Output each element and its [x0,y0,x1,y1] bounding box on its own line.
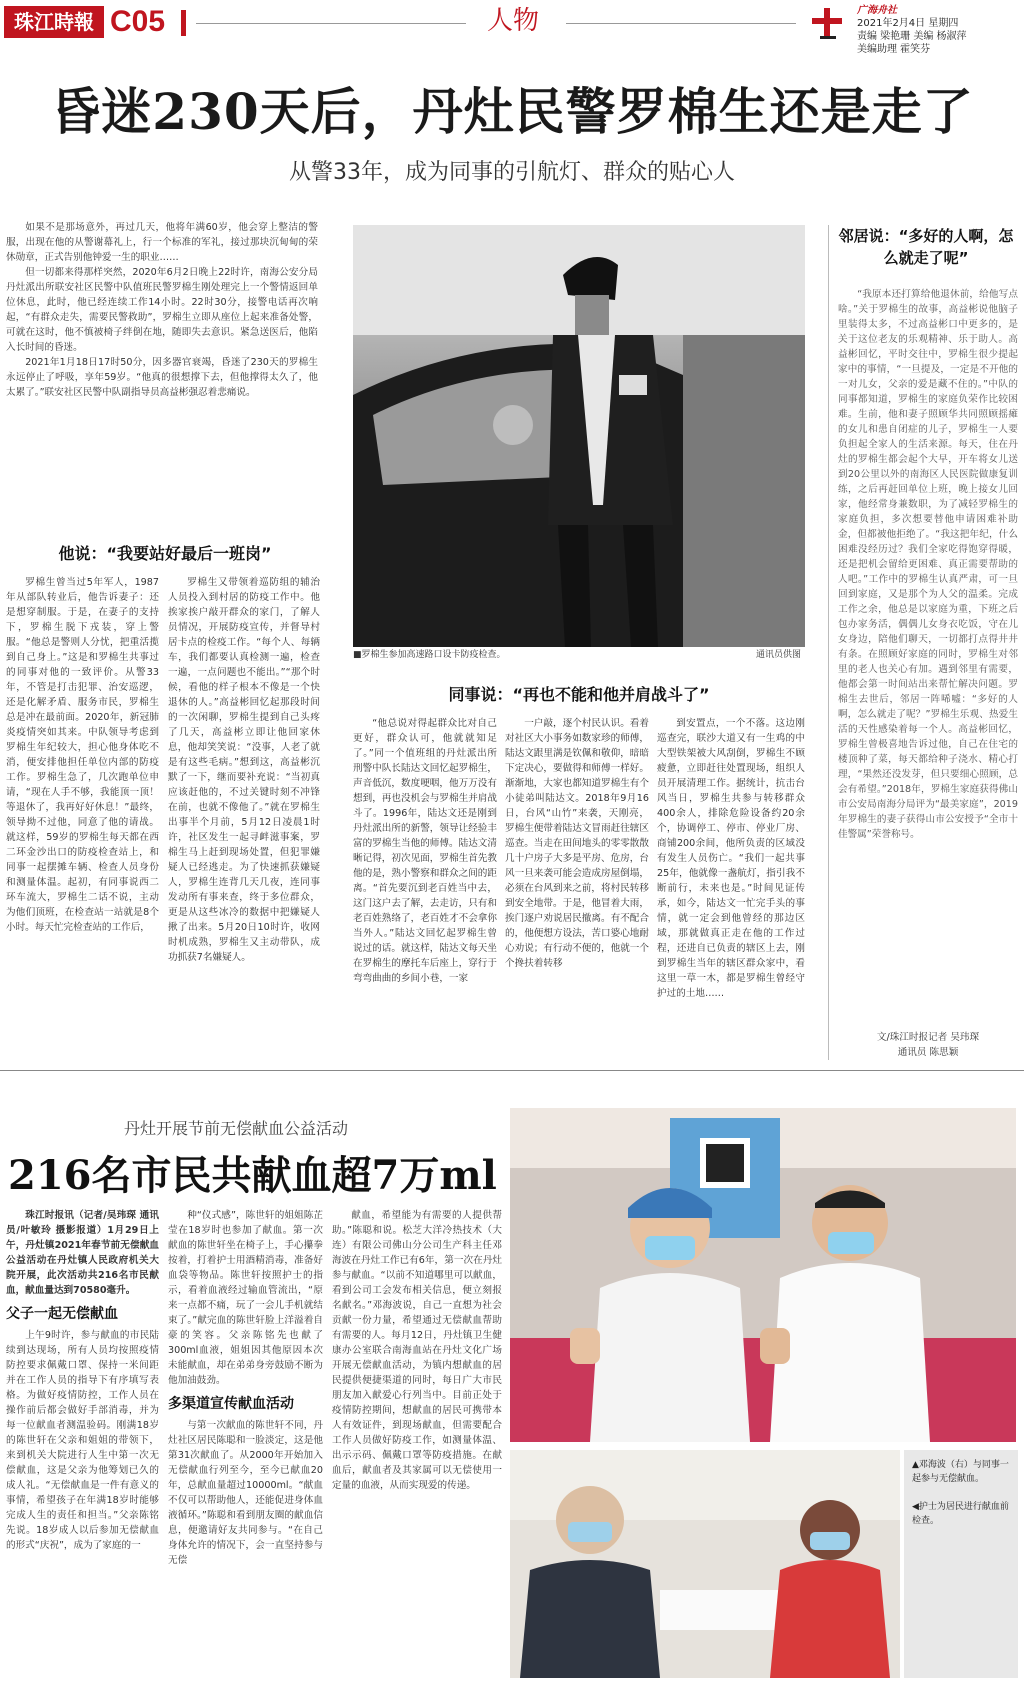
colleague-col1-text: “他总说对得起群众比对自己更好，群众认可，他就就知足了。”同一个值班组的丹灶派出所刑警中队长陆达文回忆起罗棉生，声音低沉，数度哽咽，他万万没有想到，再也没机会与罗棉生并肩战斗了。1996年，陆达文还是刚到丹灶派出所的新警，领导让经验丰富的罗棉生当他的师傅。陆达文清晰记得，初次见面，罗棉生首先教他的是，熟小警察和群众之间的距离。“首先要沉到老百姓当中去，这门这户去了解，去走访，只有和老百姓熟络了，老百姓才不会拿你当外人。”陆达文回忆起罗棉生曾说过的话。就这样，陆达文每天坐在罗棉生的摩托车后座上，穿行于弯弯曲曲的乡间小巷，一家 [353,718,497,984]
blood-col1-lead: 珠江时报讯（记者/吴玮琛 通讯员/叶敏玲 摄影报道）1月29日上午，丹灶镇2021年春节前无偿献血公益活动在丹灶镇人民政府机关大院开展，此次活动共216名市民献血，献血量达到70580毫升。 [6,1210,159,1296]
main-photo-caption [353,649,805,662]
sub-headline: 从警33年，成为同事的引航灯、群众的贴心人 [289,160,735,185]
lead-paragraph-1: 如果不是那场意外，再过几天，他将年满60岁，他会穿上整洁的警服，出现在他的从警谢幕礼上，行一个标准的军礼，接过那块沉甸甸的荣休勋章，正式告别他钟爱一生的职业…… [6,222,318,263]
photo-captions-box [904,1450,1018,1678]
main-photo-caption-text: ■罗棉生参加高速路口设卡防疫检查。 [353,650,506,660]
donors-thumbs-up-photo [510,1108,1016,1442]
nanhai-logo-icon [806,6,850,46]
byline-correspondent: 通讯员 陈思颖 [897,1047,959,1058]
blood-col3-text: 献血，希望能为有需要的人提供帮助。”陈聪和说。松芝大洋冷热技术（大连）有限公司佛山分公司生产科主任邓海波在丹灶工作已有6年，第一次在丹灶参与献血。“以前不知道哪里可以献血，看到公司工会发布相关信息，便立刻报名献名。”邓海波说，自己一直想为社会贡献一份力量，希望通过无偿献血帮助有需要的人。每月12日，丹灶镇卫生健康办公室联合南海血站在丹灶文化广场开展无偿献血活动，为镇内想献血的居民提供便捷渠道的同时，每日广大市民朋友加入献爱心行列当中。目前正处于疫情防控期间，想献血的居民可携带本人有效证件，到现场献血，但需要配合工作人员做好防疫工作，如测量体温、出示示码、佩戴口罩等防疫措施。在献血后，献血者及其家属可以无偿使用一定量的血液，从而实现爱的传递。 [332,1210,502,1491]
blood-column-2 [168,1208,323,1678]
lead-paragraph-2: 但一切都来得那样突然，2020年6月2日晚上22时许，南海公安分局丹灶派出所联安社区民警中队值班民警罗棉生刚处理完上一个警情返回单位休息，此时，他已经连续工作14小时。22时30分，接警电话再次响起，“有群众走失，需要民警救助”，罗棉生立即从座位上起来准备处警，可就在这时，他不慎被椅子绊倒在地，随即失去意识。紧急送医后，他陷入长时间的昏迷。 [6,267,318,353]
byline [838,1030,1018,1060]
colleague-column-2 [505,716,649,1064]
main-headline: 昏迷230天后，丹灶民警罗棉生还是走了 [50,82,974,141]
neighbor-column [838,287,1018,1015]
lead-paragraph-3: 2021年1月18日17时50分，因多器官衰竭，昏迷了230天的罗棉生永远停止了呼吸，享年59岁。“他真的很想撑下去，但他撑得太久了，他太累了。”联安社区民警中队副指导员高益彬强忍着悲痛说。 [6,357,318,398]
neighbor-text: “我原本还打算给他退休前，给他写点啥。”关于罗棉生的故事，高益彬说他脑子里装得太多，不过高益彬口中更多的，是关于这位老友的乐观精神、乐于助人。高益彬回忆，平时交往中，罗棉生很少提起家中的事情，“一旦提及，一定是不开他的一对儿女，父亲的爱是藏不住的。”中队的同事都知道，罗棉生的家庭负荣作比较困难。生前，他和妻子照顾华共同照顾摇瘫的女儿和患自闭症的儿子，罗棉生一人要负担起全家人的生活来源。每天，住在丹灶的罗棉生都会起个大早，开车将女儿送到20公里以外的南海区人民医院做康复训练，之后再赶回单位上班，晚上接女儿回家，他经常身兼数职，为了减轻罗棉生的家庭负担，多次想要替他申请困难补助金，但都被他拒绝了。“我这把年纪，什么困难没经历过？我们全家吃得饱穿得暖，还是把机会留给更困难、真正需要帮助的人吧。”工作中的罗棉生认真严肃，可一旦回到家庭，又是那个为人父的温柔。完成工作之余，他总是以家庭为重，下班之后包办家务活，偶偶儿女身衣吃饭，守在儿女身边，陪他们聊天，一切都打点得井井有条。在照顾好家庭的同时，罗棉生对邻里的老人也关心有加。遇到邻里有需要，他都会第一时间站出来帮忙解决问题。罗棉生去世后，邻居一阵唏嘘：“多好的人啊，怎么就走了呢？”罗棉生乐观、热爱生活的天性感染着每一个人。高益彬回忆，罗棉生曾极喜地告诉过他，自己在住宅的楼顶种了菜，每天都给种子浇水、精心打理，“果然还没发芽，但只要细心照顾，总会有希望。”2018年，罗棉生家庭获得佛山市公安局南海分局评为“最美家庭”，2019年罗棉生的妻子获得山市公安授予“全市十佳警属”荣誉称号。 [838,289,1018,840]
section-divider [0,1070,1024,1071]
he-said-col2-text: 罗棉生又带领着巡防组的辅治人员投入到村居的防疫工作中。他挨家挨户敲开群众的家门，了解人员情况，开展防疫宣传，并督导村居卡点的检疫工作。“每个人、每辆车，我们都要认真检测一遍，检查一遍，一点问题也不能出。”“那个时候，看他的样子根本不像是一个快退休的人。”高益彬回忆起那段时间的一次闲聊，罗棉生提到自己头疼了几天，高益彬立即让他回家休息，他却笑笑说：“没事，人老了就是有这些毛病。”想到这，高益彬沉默了一下，继而要补充说：“当初真应该赶他的，不过关键时刻不冲锋在前，也就不像他了。”就在罗棉生出事半个月前，5月12日凌晨1时许，社区发生一起寻衅滋事案，罗棉生马上赶到现场处置，但犯罪嫌疑人已经逃走。为了快速抓获嫌疑人，罗棉生连背几天几夜，连同事发动所有事来查，终于多位群众，更是从这些冰冷的数据中把嫌疑人揪了出来。5月20日10时许，收网时机成熟，罗棉生又主动带队，成功抓获7名嫌疑人。 [168,577,320,963]
he-said-column-2 [168,575,320,1065]
colleague-column-1 [353,716,497,1064]
colleague-column-3 [657,716,805,1064]
editors-line: 责编 梁艳珊 美编 杨淑萍 [857,31,967,42]
masthead-bar [181,10,186,36]
assistant-line: 美编助理 霍笑芬 [857,44,931,55]
blood-title: 216名市民共献血超7万ml [8,1152,497,1199]
nurse-checking-resident-photo [510,1450,900,1678]
section-title: 人物 [487,6,540,36]
he-said-column-1 [6,575,159,1065]
blood-column-1 [6,1208,159,1678]
photo-a-caption: ▲邓海波（右）与同事一起参与无偿献血。 [912,1460,1009,1484]
colleague-col3-text: 到安置点，一个不落。这边刚巡查完，联沙大道又有一生鸡的中大型铁架被大风刮倒，罗棉生不顾疲惫，立即赶往处置现场，组织人员开展清理工作。据统计，抗击台风当日，罗棉生共参与转移群众400余人，排除危险设备约20余个，协调停工、停市、停业厂房、商铺200余间，他所负责的区域没有发生人员伤亡。“我们一起共事25年，他就像一盏航灯，指引我不断前行，未来也是。”时间见证传承，如今，陆达文一忙完手头的事情，就一定会到他曾经的那边区域，那就做真正走在他的工作过程，还进自已负责的辖区上去，刚到罗棉生当年的辖区群众家中，看这里一草一木，都是罗棉生曾经守护过的土地…… [657,718,805,999]
nurse-check-photo [510,1450,900,1678]
page-number: C05 [110,5,166,38]
lead-text [6,220,318,532]
blood-subhead-1: 父子一起无偿献血 [6,1306,118,1322]
blood-col2-body: 与第一次献血的陈世轩不同，丹灶社区居民陈聪和一脸淡定，这是他第31次献血了。从2000年开始加入无偿献血行列至今，至今已献血20年，总献血量超过10000ml。“献血不仅可以帮助他人，还能促进身体血液循环。”陈聪和看到朋友圈的献血信息，便邀请好友共同参与。“在自己身体允许的情况下，会一直坚持参与无偿 [168,1420,323,1566]
blood-col2-top: 种“仪式感”，陈世轩的姐姐陈芷莹在18岁时也参加了献血。第一次献血的陈世轩坐在椅子上，手心攥拳按着，打着护士用酒精消毒，准备好血袋等物品。陈世轩按照护士的指示，看着血液经过输血管流出，“原来一点都不痛，玩了一会儿手机就结束了。”献完血的陈世轩脸上洋溢着自豪的笑容。父亲陈铭先也献了300ml血液，姐姐因其他原因本次未能献血，却在弟弟身旁鼓励不断为他加油鼓劲。 [168,1210,323,1386]
masthead-rule-left [196,23,466,24]
date-line: 2021年2月4日 星期四 [857,18,959,29]
column-brand: 广海舟社 [857,5,897,16]
he-said-col1-text: 罗棉生曾当过5年军人，1987年从部队转业后，他告诉妻子：还是想穿制服。于是，在妻子的支持下，罗棉生脱下戎装，穿上警服。“他总是警则人分忧，把重活揽到自己身上。”这是和罗棉生共事过的同事对他的一致评价。从警33年，不管是打击犯罪、治安巡逻，还是化解矛盾、服务市民，罗棉生总是冲在最前面。2020年，新冠肺炎疫情突如其来。中队领导考虑到罗棉生年纪较大，担心他身体吃不消，便安排他担任单位内部的防疫工作。罗棉生急了，几次跑单位申请，“现在人手不够，我能顶一顶！等退休了，我再好好休息！”最终，领导拗不过他，同意了他的请战。就这样，59岁的罗棉生每天都在西二环金沙出口的防疫检查站上，和同事一起摆摊车辆、检查人员身份和测量体温。起初，有同事说西二环车流大，罗棉生二话不说，主动为他们顶班，在检查站一站就是8个小时。每天忙完检查站的工作后， [6,577,159,933]
neighbor-divider [828,225,829,1060]
main-photo [353,225,805,647]
blood-column-3 [332,1208,502,1678]
section-heading-neighbor-said: 邻居说：“多好的人啊，怎么就走了呢” [838,227,1014,267]
photo-b-caption: ◀护士为居民进行献血前检查。 [912,1502,1009,1526]
blood-subhead-2: 多渠道宣传献血活动 [168,1396,294,1412]
blood-kicker: 丹灶开展节前无偿献血公益活动 [124,1119,349,1138]
section-heading-colleague-said: 同事说：“再也不能和他并肩战斗了” [448,685,710,704]
donors-photo [510,1108,1016,1442]
main-photo-credit: 通讯员供图 [755,650,801,660]
paper-name-logo: 珠江時報 [4,6,104,38]
masthead-meta [857,4,1022,56]
police-checkpoint-photo [353,225,805,647]
masthead-rule-right [566,23,796,24]
blood-col1-body: 上午9时许，参与献血的市民陆续到达现场，所有人员均按照疫情防控要求佩戴口罩、保持一米间距并在工作人员的指导下有序填写表格。为做好疫情防控，工作人员在操作前后都会做好手部消毒，并为每一位献血者测温验码。刚满18岁的陈世轩在父亲和姐姐的带领下，来到机关大院进行人生中第一次无偿献血，这是父亲为他筹划已久的成人礼。“无偿献血是一件有意义的事情，希望孩子在年满18岁时能够完成人生的责任和担当。”父亲陈铭先说。18岁成人以后参加无偿献血的形式“庆祝”，成为了家庭的一 [6,1330,159,1551]
section-heading-he-said: 他说：“我要站好最后一班岗” [58,544,272,563]
colleague-col2-text: 一户敲，逐个村民认识。看着对社区大小事务如数家珍的师傅，陆达文跟里满是钦佩和敬仰，暗暗下定决心，要做得和师傅一样好。渐渐地，大家也都知道罗棉生有个小徒弟叫陆达文。2018年9月16日，台风“山竹”来袭，天刚亮，罗棉生便带着陆达文冒雨赶往辖区巡查。当走在田间地头的零零散散几十户房子大多是平房、危房，台风一旦来袭可能会造成房屋倒塌，必须在台风到来之前，将村民转移到安全地带。于是，他冒着大雨，挨门逐户劝说居民撤离。有不配合的，他便想方设法，苦口婆心地耐心劝说；有行动不便的，他就一个个搀扶着转移 [505,718,649,969]
byline-reporter: 文/珠江时报记者 吴玮琛 [876,1032,980,1043]
